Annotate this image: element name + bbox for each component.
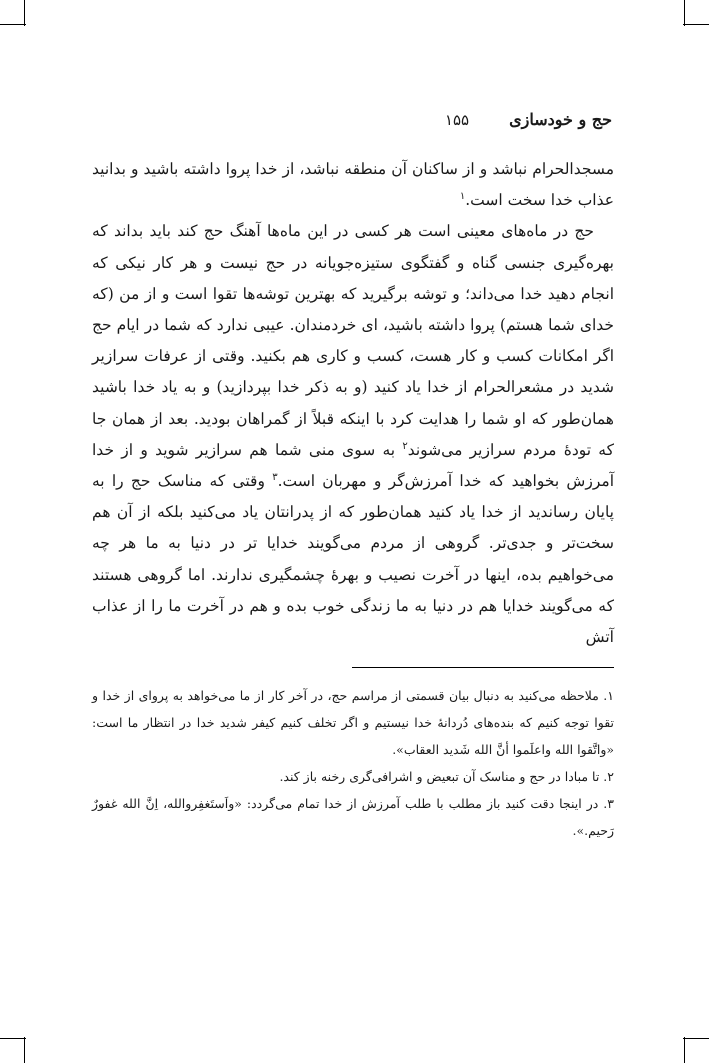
paragraph-2-text-a: حج در ماه‌های معینی است هر کسی در این ماه‌ها آهنگ حج کند باید بداند که بهره‌گیری جنسی گناه و گفتگوی ستیزه‌جویانه در حج نیست و هر کار نیکی که انجام دهید خدا می‌داند؛ و توشه برگیرید که بهترین توشه‌ها تقوا است و از من (که خدای شما هستم) پروا داشته باشید، ای خردمندان. عیبی ندارد که شما در ایام حج اگر امکانات کسب و کار هست، کسب و کاری هم بکنید. وقتی از عرفات سرازیر شدید در مشعرالحرام از خدا یاد کنید (و به ذکر خدا بپردازید) و به یاد خدا باشید همان‌طور که او شما را هدایت کرد با اینکه قبلاً از گمراهان بودید. بعد از همان جا که تودهٔ مردم سرازیر می‌شوند bbox=[92, 222, 614, 459]
page-number: ۱۵۵ bbox=[444, 111, 470, 129]
paragraph-1 bbox=[92, 154, 614, 216]
footnote-ref-3: ۳ bbox=[272, 471, 278, 483]
body-text bbox=[92, 154, 614, 653]
footnote-2: ۲. تا مبادا در حج و مناسک آن تبعیض و اشرافی‌گری رخنه باز کند. bbox=[279, 769, 614, 785]
paragraph-2 bbox=[92, 216, 614, 653]
crop-mark-top-right-v bbox=[684, 0, 685, 26]
crop-mark-top-left-h bbox=[0, 24, 26, 25]
crop-mark-bottom-right-h bbox=[683, 1038, 709, 1039]
crop-mark-bottom-left-h bbox=[0, 1038, 26, 1039]
running-title: حج و خودسازی bbox=[509, 110, 612, 129]
crop-mark-bottom-right-v bbox=[684, 1037, 685, 1063]
footnote-1: ۱. ملاحظه می‌کنید به دنبال بیان قسمتی از مراسم حج، در آخر کار از ما می‌خواهد به پروای از خدا و تقوا توجه کنیم که بنده‌های دُردانهٔ خدا نیستیم و اگر تخلف کنیم کیفر شدید خدا در انتظار ما است: «واتَّقوا الله واعلَموا أنَّ الله شَدید العقاب». bbox=[92, 688, 614, 758]
footnote-ref-2: ۲ bbox=[402, 440, 408, 452]
footnote-ref-1: ۱ bbox=[459, 191, 466, 203]
book-page bbox=[92, 110, 614, 844]
paragraph-2-text-c: وقتی که مناسک حج را به پایان رساندید از خدا یاد کنید همان‌طور که از پدرانتان یاد می‌کنید بلکه از آن هم سخت‌تر و جدی‌تر. گروهی از مردم می‌گویند خدایا تر در دنیا به ما هر چه می‌خواهیم بده، اینها در آخرت نصیب و بهرهٔ چشمگیری ندارند. اما گروهی هستند که می‌گویند خدایا هم در دنیا به ما زندگی خوب بده و هم در آخرت ما را از عذاب آتش bbox=[92, 472, 614, 647]
running-header bbox=[92, 110, 614, 144]
crop-mark-bottom-left-v bbox=[24, 1037, 25, 1063]
footnotes bbox=[92, 682, 614, 844]
paragraph-2-text-b: به سوی منی شما هم سرازیر شوید و از خدا آمرزش بخواهید که خدا آمرزش‌گر و مهربان است. bbox=[92, 440, 614, 491]
crop-mark-top-left-v bbox=[24, 0, 25, 26]
footnote-separator bbox=[352, 667, 614, 668]
footnote-3: ۳. در اینجا دقت کنید باز مطلب با طلب آمرزش از خدا تمام می‌گردد: «واَستَغفِروالله، اِنَّ الله غفورٌ رَحیم.». bbox=[92, 796, 614, 839]
crop-mark-top-right-h bbox=[683, 24, 709, 25]
paragraph-1-text: مسجدالحرام نباشد و از ساکنان آن منطقه نباشد، از خدا پروا داشته باشید و بدانید عذاب خدا سخت است. bbox=[92, 160, 614, 210]
